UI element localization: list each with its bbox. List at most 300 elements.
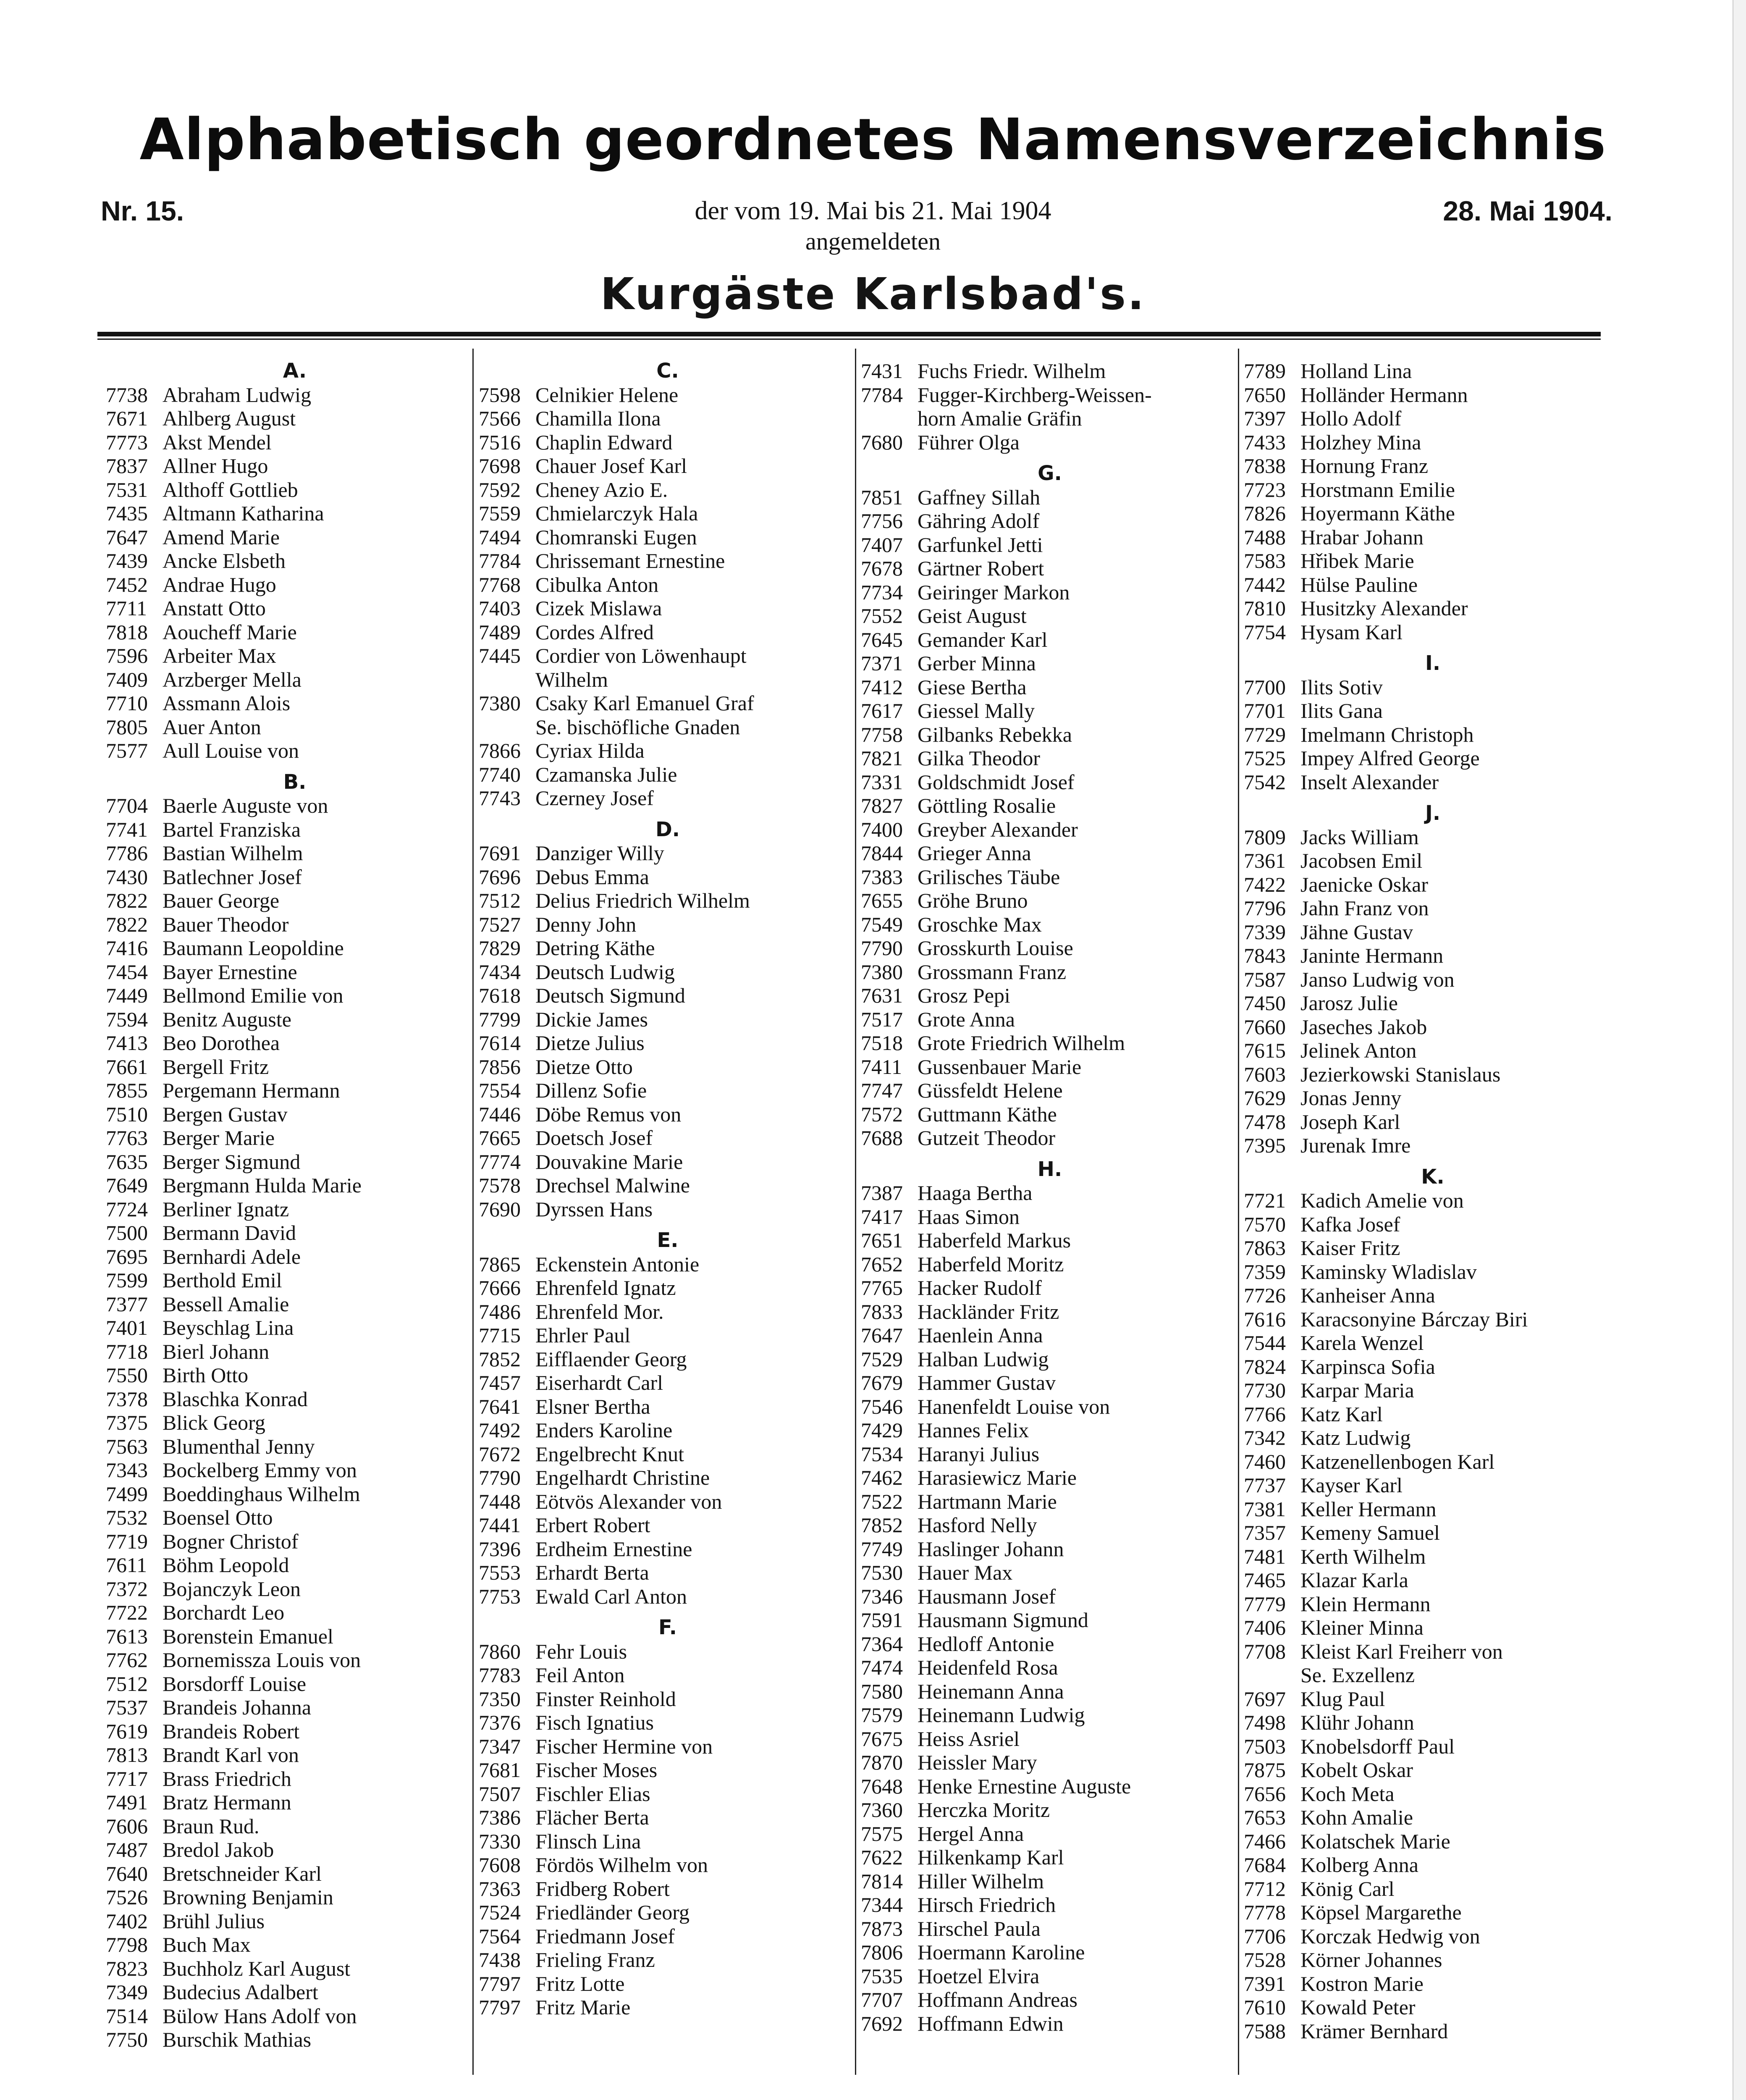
entry-name: Imelmann Christoph: [1300, 722, 1474, 746]
entry-number: 7615: [1244, 1039, 1286, 1062]
list-item: [861, 1079, 1239, 1102]
list-item: [861, 580, 1239, 604]
entry-name: Finster Reinhold: [535, 1687, 676, 1711]
entry-number: 7487: [106, 1838, 148, 1861]
entry-continuation: Wilhelm: [535, 667, 608, 691]
entry-name: Abraham Ludwig: [163, 383, 312, 407]
list-item: [1244, 1545, 1622, 1569]
entry-name: Klein Hermann: [1300, 1592, 1431, 1616]
entry-name: Fridberg Robert: [535, 1877, 670, 1900]
entry-number: 7525: [1244, 746, 1286, 770]
entry-name: Ehrler Paul: [535, 1323, 631, 1347]
entry-number: 7822: [106, 912, 148, 936]
entry-number: 7381: [1244, 1497, 1286, 1521]
list-item: [106, 1933, 484, 1957]
entry-name: Douvakine Marie: [535, 1150, 683, 1173]
entry-name: Jahn Franz von: [1300, 896, 1429, 920]
entry-number: 7603: [1244, 1062, 1286, 1086]
list-item: [106, 620, 484, 644]
list-item: [861, 889, 1239, 913]
list-item: [479, 407, 857, 430]
list-item: [1244, 723, 1622, 747]
entry-number: 7448: [479, 1489, 521, 1513]
entry-name: Kaminsky Wladislav: [1300, 1260, 1477, 1284]
entry-number: 7386: [479, 1806, 521, 1829]
list-item: [106, 644, 484, 668]
entry-number: 7402: [106, 1909, 148, 1933]
list-item: [106, 1885, 484, 1909]
list-item: [1244, 1806, 1622, 1830]
list-item: [1244, 383, 1622, 407]
entry-name: Kerth Wilhelm: [1300, 1544, 1426, 1568]
entry-number: 7465: [1244, 1568, 1286, 1592]
entry-number: 7553: [479, 1561, 521, 1584]
entry-name: Kleiner Minna: [1300, 1616, 1424, 1639]
list-item: [106, 1197, 484, 1221]
list-item: [106, 668, 484, 692]
entry-name: Hartmann Marie: [918, 1489, 1057, 1513]
list-item: [479, 1758, 857, 1782]
entry-number: 7578: [479, 1173, 521, 1197]
entry-number: 7875: [1244, 1758, 1286, 1782]
entry-number: 7570: [1244, 1212, 1286, 1236]
letter-heading: D.: [655, 817, 680, 841]
entry-number: 7518: [861, 1031, 903, 1055]
entry-name: Borsdorff Louise: [163, 1672, 307, 1696]
entry-number: 7359: [1244, 1260, 1286, 1284]
entry-number: 7838: [1244, 454, 1286, 478]
entry-name: Döbe Remus von: [535, 1102, 682, 1126]
letter-heading: K.: [1421, 1165, 1445, 1189]
list-item: [106, 1435, 484, 1459]
entry-name: Brandt Karl von: [163, 1743, 299, 1767]
entry-name: Kayser Karl: [1300, 1473, 1403, 1497]
list-item: [1244, 1972, 1622, 1996]
list-item: [861, 1490, 1239, 1514]
entry-name: Enders Karoline: [535, 1418, 673, 1442]
entry-number: 7445: [479, 644, 521, 667]
list-item: [1244, 1473, 1622, 1497]
entry-number: 7653: [1244, 1806, 1286, 1829]
entry-name: Kobelt Oskar: [1300, 1758, 1413, 1782]
list-item: [1244, 746, 1622, 770]
list-item: [861, 651, 1239, 675]
entry-name: Fritz Marie: [535, 1995, 631, 2019]
entry-number: 7726: [1244, 1284, 1286, 1307]
entry-number: 7344: [861, 1893, 903, 1916]
entry-number: 7492: [479, 1418, 521, 1442]
entry-name: Chmielarczyk Hala: [535, 501, 698, 525]
entry-name: Erdheim Ernestine: [535, 1537, 692, 1561]
list-item: [861, 1727, 1239, 1751]
entry-number: 7698: [479, 454, 521, 478]
entry-number: 7378: [106, 1387, 148, 1411]
entry-number: 7719: [106, 1529, 148, 1553]
entry-name: Aull Louise von: [163, 739, 299, 762]
entry-number: 7753: [479, 1584, 521, 1608]
list-item: [861, 1940, 1239, 1964]
entry-number: 7478: [1244, 1110, 1286, 1134]
entry-name: Horstmann Emilie: [1300, 478, 1455, 501]
entry-number: 7342: [1244, 1426, 1286, 1449]
list-item: [861, 1608, 1239, 1632]
list-item: [479, 1948, 857, 1972]
letter-heading: G.: [1038, 462, 1062, 485]
entry-number: 7397: [1244, 407, 1286, 430]
entry-number: 7532: [106, 1506, 148, 1529]
list-item: [1244, 968, 1622, 992]
entry-number: 7823: [106, 1956, 148, 1980]
entry-number: 7500: [106, 1221, 148, 1244]
list-item: [106, 1814, 484, 1838]
entry-number: 7537: [106, 1696, 148, 1719]
list-item: [479, 913, 857, 937]
entry-name: Bastian Wilhelm: [163, 841, 303, 865]
list-item: [861, 913, 1239, 937]
entry-name: Jelinek Anton: [1300, 1039, 1417, 1062]
list-item: [106, 1601, 484, 1625]
entry-name: Kaiser Fritz: [1300, 1236, 1400, 1260]
entry-number: 7401: [106, 1316, 148, 1339]
list-item: [861, 1181, 1239, 1205]
list-item: [106, 865, 484, 889]
list-item: [861, 1774, 1239, 1798]
entry-name: Burschik Mathias: [163, 2028, 312, 2051]
list-item: [106, 984, 484, 1008]
entry-name: Grieger Anna: [918, 841, 1031, 865]
entry-number: 7387: [861, 1181, 903, 1205]
entry-number: 7441: [479, 1513, 521, 1537]
entry-name: Arzberger Mella: [163, 667, 301, 691]
letter-heading: J.: [1425, 801, 1441, 825]
entry-name: Hoetzel Elvira: [918, 1964, 1040, 1988]
entry-number: 7530: [861, 1561, 903, 1584]
entry-number: 7514: [106, 2004, 148, 2028]
list-item: [1244, 1900, 1622, 1924]
entry-number: 7439: [106, 549, 148, 572]
entry-name: Althoff Gottlieb: [163, 478, 298, 501]
list-item: [1244, 1236, 1622, 1260]
entry-number: 7723: [1244, 478, 1286, 501]
entry-name: Kanheiser Anna: [1300, 1284, 1435, 1307]
list-item: [1244, 873, 1622, 897]
entry-name: Hannes Felix: [918, 1418, 1029, 1442]
entry-number: 7829: [479, 936, 521, 960]
entry-number: 7591: [861, 1608, 903, 1632]
list-item: [106, 1458, 484, 1482]
list-item: [861, 1418, 1239, 1442]
entry-name: Gaffney Sillah: [918, 485, 1041, 509]
entry-name: Aoucheff Marie: [163, 620, 297, 644]
entry-number: 7706: [1244, 1924, 1286, 1948]
entry-number: 7778: [1244, 1900, 1286, 1924]
list-item: [479, 501, 857, 525]
list-item: [1244, 1711, 1622, 1735]
entry-number: 7498: [1244, 1711, 1286, 1734]
entry-name: Deutsch Ludwig: [535, 960, 675, 984]
entry-number: 7813: [106, 1743, 148, 1767]
list-item: [106, 407, 484, 430]
list-item: [479, 1735, 857, 1759]
letter-heading: I.: [1425, 651, 1441, 675]
list-item: [106, 1031, 484, 1055]
entry-number: 7524: [479, 1900, 521, 1924]
list-item: [861, 746, 1239, 770]
list-item: [861, 723, 1239, 747]
list-item: [1244, 2019, 1622, 2043]
list-item: [479, 841, 857, 865]
entry-name: Hornung Franz: [1300, 454, 1429, 478]
entry-name: Feil Anton: [535, 1663, 625, 1687]
entry-name: Dietze Otto: [535, 1055, 633, 1079]
entry-number: 7330: [479, 1829, 521, 1853]
entry-name: Grosz Pepi: [918, 984, 1010, 1007]
entry-number: 7395: [1244, 1134, 1286, 1157]
entry-number: 7724: [106, 1197, 148, 1221]
entry-number: 7749: [861, 1537, 903, 1561]
list-item: [106, 818, 484, 842]
list-item: [861, 936, 1239, 960]
list-item: [861, 960, 1239, 984]
entry-number: 7852: [861, 1513, 903, 1537]
entry-name: Karacsonyine Bárczay Biri: [1300, 1307, 1528, 1331]
list-item: [106, 841, 484, 865]
entry-name: Guttmann Käthe: [918, 1102, 1057, 1126]
entry-name: Gemander Karl: [918, 627, 1048, 651]
entry-number: 7730: [1244, 1378, 1286, 1402]
entry-number: 7403: [479, 596, 521, 620]
list-item: [106, 1838, 484, 1862]
list-item: [1244, 944, 1622, 968]
list-item: [479, 1031, 857, 1055]
entry-number: 7679: [861, 1371, 903, 1394]
entry-name: Andrae Hugo: [163, 572, 276, 596]
list-item: [1244, 501, 1622, 525]
list-item: [861, 1798, 1239, 1822]
entry-number: 7729: [1244, 722, 1286, 746]
entry-name: Engelhardt Christine: [535, 1466, 710, 1489]
list-item: [106, 1530, 484, 1554]
entry-number: 7798: [106, 1933, 148, 1956]
section-gap: [479, 810, 857, 818]
entry-name: Dickie James: [535, 1007, 648, 1031]
entry-name: Haenlein Anna: [918, 1323, 1043, 1347]
entry-name: Berger Marie: [163, 1126, 275, 1150]
entry-name: Böhm Leopold: [163, 1553, 289, 1577]
list-item: [479, 383, 857, 407]
entry-number: 7844: [861, 841, 903, 865]
entry-number: 7535: [861, 1964, 903, 1988]
entry-number: 7446: [479, 1102, 521, 1126]
list-item: [479, 1173, 857, 1197]
list-item: [1244, 573, 1622, 597]
list-item: [479, 549, 857, 573]
list-item: [1244, 1497, 1622, 1521]
list-item: [106, 1055, 484, 1079]
list-item: [1244, 620, 1622, 644]
entry-name: Bierl Johann: [163, 1339, 270, 1363]
entry-number: 7527: [479, 912, 521, 936]
entry-number: 7474: [861, 1656, 903, 1679]
entry-name: Henke Ernestine Auguste: [918, 1774, 1131, 1798]
entry-number: 7826: [1244, 501, 1286, 525]
list-item: [1244, 478, 1622, 502]
list-item: [479, 1466, 857, 1490]
entry-name: Friedländer Georg: [535, 1900, 690, 1924]
list-item: [861, 1680, 1239, 1704]
list-item: [106, 1411, 484, 1435]
entry-name: Dietze Julius: [535, 1031, 645, 1055]
list-item: [479, 1853, 857, 1877]
entry-name: Holland Lina: [1300, 359, 1412, 383]
name-column-1: [106, 359, 484, 2052]
list-item: [106, 1672, 484, 1696]
entry-name: Cordes Alfred: [535, 620, 654, 644]
entry-name: Budecius Adalbert: [163, 1980, 318, 2004]
entry-number: 7718: [106, 1339, 148, 1363]
entry-name: Bornemissza Louis von: [163, 1648, 361, 1672]
entry-number: 7774: [479, 1150, 521, 1173]
entry-number: 7779: [1244, 1592, 1286, 1616]
list-item: [479, 1102, 857, 1126]
entry-number: 7406: [1244, 1616, 1286, 1639]
list-item: [479, 960, 857, 984]
list-item: [479, 984, 857, 1008]
entry-number: 7655: [861, 889, 903, 912]
entry-name: Haslinger Johann: [918, 1537, 1064, 1561]
entry-name: Hirsch Friedrich: [918, 1893, 1056, 1916]
entry-name: Flächer Berta: [535, 1806, 649, 1829]
entry-name: Berger Sigmund: [163, 1150, 301, 1173]
entry-name: Assmann Alois: [163, 691, 291, 715]
entry-name: Ilits Sotiv: [1300, 675, 1383, 699]
list-item: [106, 1126, 484, 1150]
entry-number: 7486: [479, 1299, 521, 1323]
list-item: [106, 1767, 484, 1791]
entry-number: 7481: [1244, 1544, 1286, 1568]
list-item: [861, 1917, 1239, 1941]
list-item: [861, 1300, 1239, 1324]
list-item: [479, 1877, 857, 1901]
entry-name: Ehrenfeld Ignatz: [535, 1276, 676, 1299]
entry-number: 7554: [479, 1079, 521, 1102]
entry-number: 7376: [479, 1711, 521, 1734]
entry-name: Gröhe Bruno: [918, 889, 1028, 912]
entry-name: Katz Ludwig: [1300, 1426, 1411, 1449]
entry-name: Blaschka Konrad: [163, 1387, 308, 1411]
entry-name: Impey Alfred George: [1300, 746, 1480, 770]
entry-number: 7380: [479, 691, 521, 715]
entry-number: 7700: [1244, 675, 1286, 699]
entry-number: 7542: [1244, 770, 1286, 794]
entry-number: 7750: [106, 2028, 148, 2051]
entry-name: Herczka Moritz: [918, 1798, 1050, 1822]
list-item: [861, 2012, 1239, 2036]
entry-name: Fischler Elias: [535, 1782, 650, 1806]
list-item: [479, 1585, 857, 1609]
entry-name: Hoffmann Edwin: [918, 2011, 1064, 2035]
name-column-4: [1244, 359, 1622, 2043]
entry-number: 7526: [106, 1885, 148, 1909]
entry-name: Ilits Gana: [1300, 699, 1383, 722]
entry-name: Baumann Leopoldine: [163, 936, 344, 960]
entry-name: Gärtner Robert: [918, 556, 1044, 580]
list-item: [1244, 1134, 1622, 1158]
list-item: [861, 1964, 1239, 1988]
list-item: [479, 596, 857, 620]
entry-number: 7741: [106, 817, 148, 841]
list-item: [479, 1490, 857, 1514]
entry-name: Berthold Emil: [163, 1268, 282, 1292]
list-item: [479, 889, 857, 913]
entry-number: 7438: [479, 1948, 521, 1971]
entry-number: 7435: [106, 501, 148, 525]
section-gap: [1244, 1158, 1622, 1165]
list-item: [1244, 525, 1622, 549]
list-item: [479, 1900, 857, 1924]
entry-number: 7722: [106, 1601, 148, 1624]
entry-name: Auer Anton: [163, 715, 261, 739]
entry-number: 7786: [106, 841, 148, 865]
entry-name: Körner Johannes: [1300, 1948, 1442, 1971]
list-item: [479, 1830, 857, 1853]
entry-number: 7349: [106, 1980, 148, 2004]
list-item: [106, 1340, 484, 1364]
entry-name: Heissler Mary: [918, 1751, 1037, 1774]
entry-number: 7411: [861, 1055, 902, 1079]
entry-number: 7758: [861, 722, 903, 746]
list-item: [106, 1316, 484, 1340]
entry-name: Fritz Lotte: [535, 1971, 625, 1995]
entry-number: 7534: [861, 1442, 903, 1466]
entry-number: 7631: [861, 984, 903, 1007]
list-item: [479, 430, 857, 454]
entry-name: Chomranski Eugen: [535, 525, 697, 549]
entry-number: 7866: [479, 739, 521, 762]
entry-number: 7417: [861, 1205, 903, 1228]
entry-number: 7549: [861, 912, 903, 936]
entry-number: 7407: [861, 533, 903, 556]
list-item: [861, 1008, 1239, 1032]
entry-name: Flinsch Lina: [535, 1829, 641, 1853]
list-item: [106, 715, 484, 739]
entry-number: 7675: [861, 1727, 903, 1751]
entry-name: Buchholz Karl August: [163, 1956, 351, 1980]
entry-number: 7784: [861, 383, 903, 407]
entry-name: Bockelberg Emmy von: [163, 1458, 357, 1482]
list-item: [479, 1347, 857, 1371]
entry-name: Eötvös Alexander von: [535, 1489, 722, 1513]
entry-name: Amend Marie: [163, 525, 280, 549]
entry-name: Bergen Gustav: [163, 1102, 288, 1126]
list-item: [1244, 1039, 1622, 1063]
list-item: [1244, 1402, 1622, 1426]
entry-name: Halban Ludwig: [918, 1347, 1049, 1371]
list-item: [479, 1197, 857, 1221]
list-item: [479, 1055, 857, 1079]
entry-number: 7818: [106, 620, 148, 644]
list-item: [1244, 1877, 1622, 1901]
entry-name: Beo Dorothea: [163, 1031, 280, 1055]
entry-name: Frieling Franz: [535, 1948, 655, 1971]
entry-number: 7380: [861, 960, 903, 984]
list-item: [479, 1561, 857, 1585]
list-item: [861, 1869, 1239, 1893]
entry-name: Jaseches Jakob: [1300, 1015, 1427, 1039]
list-item: [479, 1972, 857, 1996]
entry-number: 7452: [106, 572, 148, 596]
entry-number: 7598: [479, 383, 521, 407]
